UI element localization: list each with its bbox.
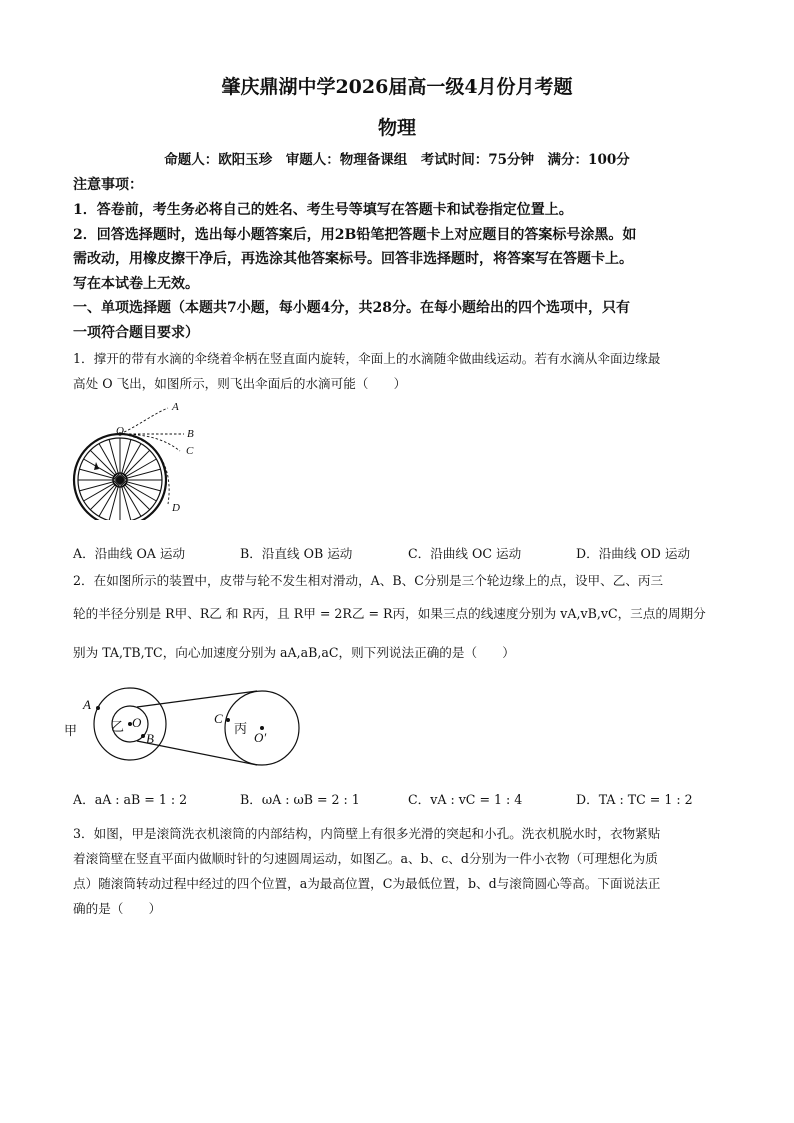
q1-label-o: O [116,425,124,437]
q1-label-c: C [186,445,194,457]
q1-option-c: C．沿曲线 OC 运动 [408,546,522,561]
q2-text-line-2: 轮的半径分别是 R甲、R乙 和 R丙，且 R甲 = 2R乙 = R丙，如果三点的线速度分别为 vA,vB,vC，三点的周期分 [73,606,706,621]
exam-title: 肇庆鼎湖中学2026届高一级4月份月考题 [221,76,573,98]
q1-option-d: D．沿曲线 OD 运动 [576,546,691,561]
section1-heading-line-1: 一、单项选择题（本题共7小题，每小题4分，共28分。在每小题给出的四个选项中，只有 [73,300,630,316]
q2-label-bing: 丙 [234,722,248,737]
q2-label-o: O [132,715,142,730]
q1-text-line-2: 高处 O 飞出，如图所示，则飞出伞面后的水滴可能（ ） [73,376,407,391]
q1-option-a: A．沿曲线 OA 运动 [73,546,186,561]
notice-item-2-line-1: 2．回答选择题时，选出每小题答案后，用2B铅笔把答题卡上对应题目的答案标号涂黑。如 [73,227,637,243]
q1-option-b: B．沿直线 OB 运动 [240,546,353,561]
q2-pulley-figure [60,684,310,776]
q2-label-c: C [214,711,223,726]
q2-label-yi: 乙 [111,720,125,735]
exam-subject: 物理 [377,117,416,139]
section1-heading-line-2: 一项符合题目要求） [73,325,199,341]
q2-text-line-3: 别为 TA,TB,TC，向心加速度分别为 aA,aB,aC，则下列说法正确的是（ ） [73,645,515,660]
q2-label-b: B [146,731,154,746]
notice-item-2-line-2: 需改动，用橡皮擦干净后，再选涂其他答案标号。回答非选择题时，将答案写在答题卡上。 [73,251,633,267]
q3-text-line-4: 确的是（ ） [73,901,162,916]
q3-text-line-1: 3．如图，甲是滚筒洗衣机滚筒的内部结构，内筒壁上有很多光滑的突起和小孔。洗衣机脱水时，衣物紧贴 [73,826,661,841]
q2-label-a: A [83,697,91,712]
q2-label-o-prime: O′ [254,730,267,745]
notice-item-2-line-3: 写在本试卷上无效。 [73,276,199,292]
q1-label-d: D [172,502,180,514]
q2-text-line-1: 2．在如图所示的装置中，皮带与轮不发生相对滑动，A、B、C分别是三个轮边缘上的点，设甲、乙、丙三 [73,573,664,588]
q1-label-b: B [187,428,194,440]
q2-option-c: C．vA : vC = 1 : 4 [408,792,523,807]
exam-meta: 命题人：欧阳玉珍 审题人：物理备课组 考试时间：75分钟 满分：100分 [164,152,630,168]
q3-text-line-2: 着滚筒壁在竖直平面内做顺时针的匀速圆周运动，如图乙。a、b、c、d分别为一件小衣物（可理想化为质 [73,851,658,866]
q2-option-d: D．TA : TC = 1 : 2 [576,792,693,807]
q1-text-line-1: 1．撑开的带有水滴的伞绕着伞柄在竖直面内旋转，伞面上的水滴随伞做曲线运动。若有水滴从伞面边缘最 [73,351,661,366]
q3-text-line-3: 点）随滚筒转动过程中经过的四个位置，a为最高位置，C为最低位置，b、d与滚筒圆心等高。下面说法正 [73,876,661,891]
q2-label-jia: 甲 [64,724,78,739]
q1-label-a: A [172,401,179,413]
notice-heading: 注意事项： [73,177,143,193]
notice-item-1: 1．答卷前，考生务必将自己的姓名、考生号等填写在答题卡和试卷指定位置上。 [73,202,573,218]
q2-option-a: A．aA : aB = 1 : 2 [73,792,188,807]
q2-option-b: B．ωA : ωB = 2 : 1 [240,792,360,807]
